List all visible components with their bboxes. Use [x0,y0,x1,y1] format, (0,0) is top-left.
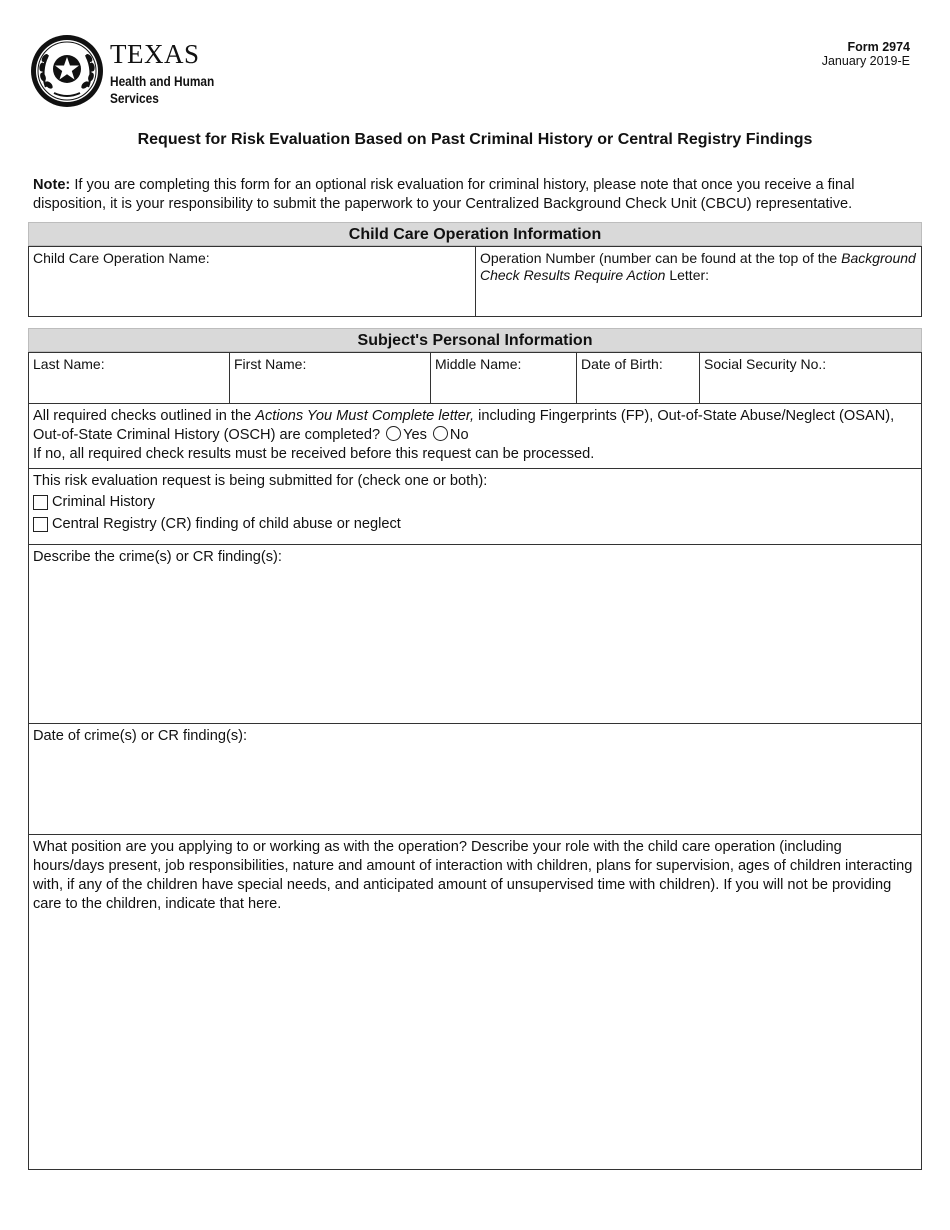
ssn-label: Social Security No.: [704,356,827,372]
criminal-history-label: Criminal History [52,494,155,510]
submission-type-row [28,468,922,545]
position-description-label: What position are you applying to or working as with the operation? Describe your role with the child care operation (including hours/days present, job responsibilities, nature and amount of interaction with children, plans for supervision, ages of children interacting with, if any of the children have special needs, and anticipated amount of unsupervised time with children). If you will not be providing care to the children, indicate that here. [33,839,913,912]
checks-no-radio[interactable] [433,426,448,441]
texas-seal-icon [30,33,104,109]
note-text: If you are completing this form for an optional risk evaluation for criminal history, please note that once you receive a final disposition, it is your responsibility to submit the paperwork to your Centralized Background Check Unit (CBCU) representative. [33,177,855,212]
subject-section-heading: Subject's Personal Information [28,328,922,352]
date-of-birth-label: Date of Birth: [581,356,663,372]
logo-agency-text [110,73,214,107]
date-of-crime-field[interactable] [28,723,922,835]
middle-name-label: Middle Name: [435,356,522,372]
operation-number-field[interactable] [475,246,922,317]
logo-line-1: Health and Human [110,74,215,89]
form-date: January 2019-E [821,54,910,68]
checks-yes-label: Yes [403,427,427,443]
checks-no-label: No [449,427,469,443]
required-checks-row [28,403,922,469]
describe-crime-field[interactable] [28,544,922,724]
page-title: Request for Risk Evaluation Based on Past Criminal History or Central Registry Findings [137,131,813,148]
date-of-crime-label: Date of crime(s) or CR finding(s): [33,728,248,744]
ssn-field[interactable] [699,352,922,404]
date-of-birth-field[interactable] [576,352,700,404]
checks-yes-radio[interactable] [386,426,401,441]
logo-line-2: Services [110,91,159,106]
submission-intro: This risk evaluation request is being submitted for (check one or both): [33,473,488,489]
required-checks-text: All required checks outlined in the Actions You Must Complete letter, including Fingerprints (FP), Out-of-State Abuse/Neglect (OSAN), Out-of-State Criminal History (OSCH) are completed? Yes No If no, all required check results must be received before this request can be processed. [29,404,921,467]
note-paragraph [33,176,923,214]
form-number: Form 2974 [847,40,910,54]
operation-section-heading: Child Care Operation Information [28,222,922,246]
operation-name-field[interactable] [28,246,476,317]
central-registry-checkbox[interactable] [33,517,48,532]
logo-texas-text: TEXAS [110,39,200,69]
central-registry-label: Central Registry (CR) finding of child abuse or neglect [52,516,401,532]
operation-number-label: Operation Number (number can be found at the top of the Background Check Results Require Action Letter: [480,250,916,283]
checks-if-no-text: If no, all required check results must be received before this request can be processed. [33,446,595,462]
position-description-field[interactable] [28,834,922,1170]
criminal-history-checkbox[interactable] [33,495,48,510]
form-identifier [822,40,910,68]
last-name-label: Last Name: [33,356,105,372]
first-name-label: First Name: [234,356,307,372]
hhs-logo [30,33,230,113]
note-label: Note: [33,177,71,193]
middle-name-field[interactable] [430,352,577,404]
describe-crime-label: Describe the crime(s) or CR finding(s): [33,549,282,565]
central-registry-option [29,513,921,535]
criminal-history-option [29,491,921,513]
last-name-field[interactable] [28,352,230,404]
first-name-field[interactable] [229,352,431,404]
operation-name-label: Child Care Operation Name: [33,250,210,266]
